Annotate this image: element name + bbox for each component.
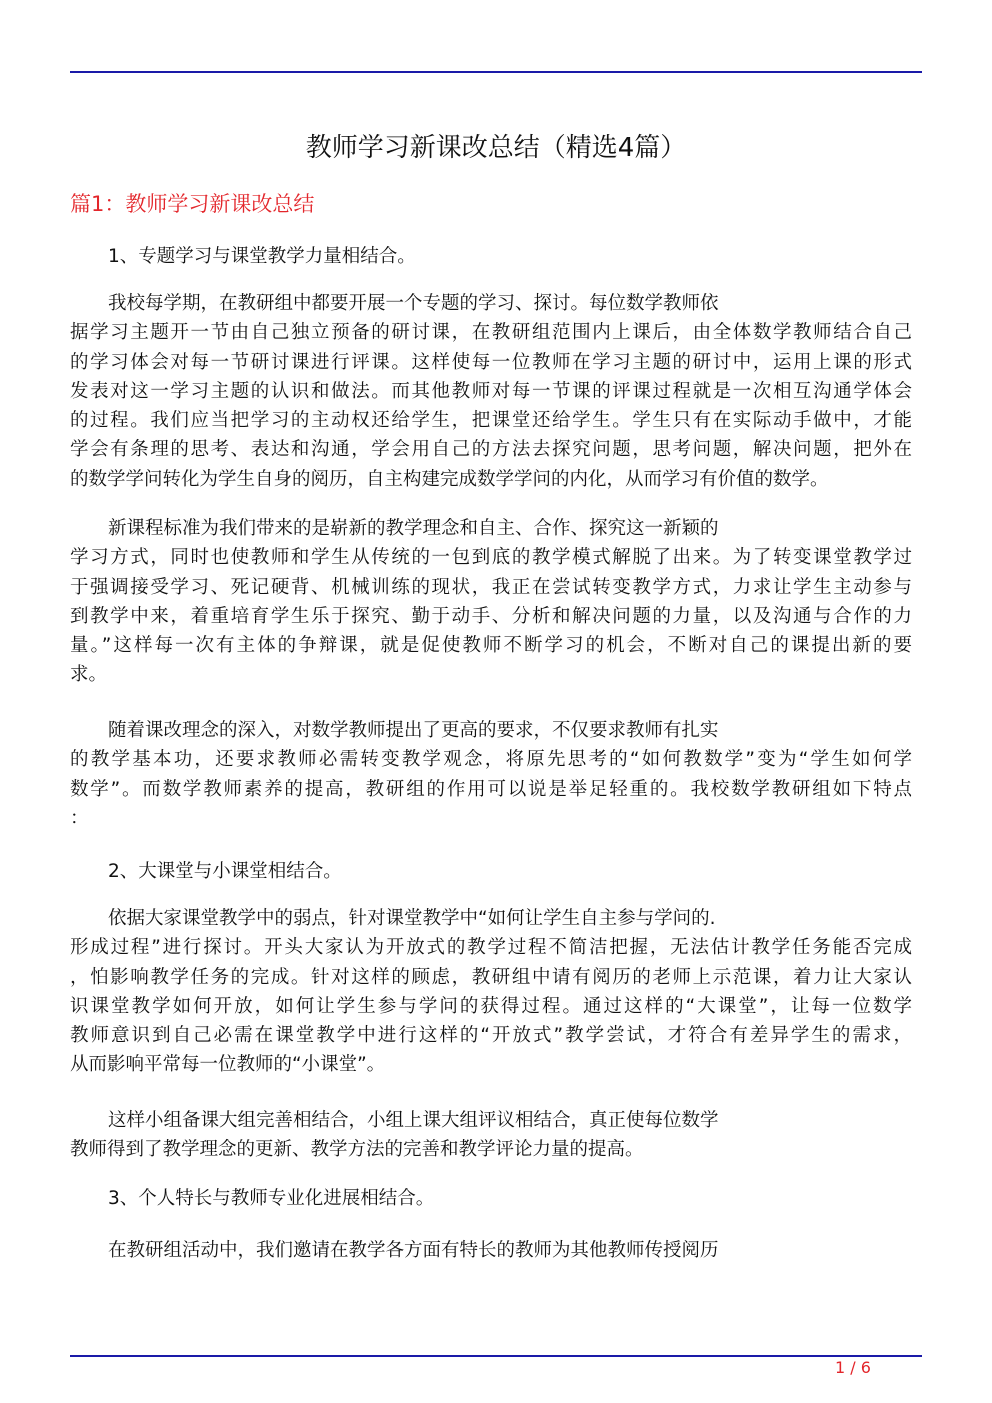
text-line: 我校每学期，在教研组中都要开展一个专题的学习、探讨。每位数学教师依 bbox=[108, 293, 719, 314]
text-line: 3、个人特长与教师专业化进展相结合。 bbox=[108, 1188, 435, 1209]
text-line: 教师得到了教学理念的更新、教学方法的完善和教学评论力量的提高。 bbox=[70, 1139, 644, 1161]
text-line: 发表对这一学习主题的认识和做法。而其他教师对每一节课的评课过程就是一次相互沟通学体会 bbox=[70, 380, 912, 402]
header-rule bbox=[70, 71, 922, 73]
paragraph bbox=[70, 514, 912, 690]
numbered-subheading bbox=[70, 1184, 912, 1213]
text-line: 依据大家课堂教学中的弱点，针对课堂教学中“如何让学生自主参与学问的. bbox=[108, 908, 716, 929]
text-line: 1、专题学习与课堂教学力量相结合。 bbox=[108, 246, 416, 267]
text-line: 在教研组活动中，我们邀请在教学各方面有特长的教师为其他教师传授阅历 bbox=[108, 1240, 719, 1261]
section-heading: 篇1：教师学习新课改总结 bbox=[70, 192, 315, 216]
paragraph bbox=[70, 289, 912, 494]
text-line: 求。 bbox=[70, 664, 108, 686]
numbered-subheading bbox=[70, 242, 912, 271]
paragraph bbox=[70, 716, 912, 833]
numbered-subheading bbox=[70, 857, 912, 886]
text-line: ，怕影响教学任务的完成。针对这样的顾虑，教研组中请有阅历的老师上示范课，着力让大家认 bbox=[70, 966, 912, 988]
paragraph bbox=[70, 1106, 912, 1165]
text-line: ： bbox=[70, 807, 89, 829]
page-number: 1 / 6 bbox=[835, 1358, 871, 1377]
text-line: 随着课改理念的深入，对数学教师提出了更高的要求，不仅要求教师有扎实 bbox=[108, 720, 719, 741]
text-line: 学会有条理的思考、表达和沟通，学会用自己的方法去探究问题，思考问题，解决问题，把外在 bbox=[70, 439, 912, 461]
text-line: 2、大课堂与小课堂相结合。 bbox=[108, 861, 342, 882]
text-line: 于强调接受学习、死记硬背、机械训练的现状，我正在尝试转变教学方式，力求让学生主动参与 bbox=[70, 576, 912, 598]
text-line: 学习方式，同时也使教师和学生从传统的一包到底的教学模式解脱了出来。为了转变课堂教学过 bbox=[70, 547, 912, 569]
text-line: 新课程标准为我们带来的是崭新的教学理念和自主、合作、探究这一新颖的 bbox=[108, 518, 719, 539]
paragraph bbox=[70, 904, 912, 1080]
text-line: 的数学学问转化为学生自身的阅历，自主构建完成数学学问的内化，从而学习有价值的数学。 bbox=[70, 468, 829, 490]
footer-rule bbox=[70, 1355, 922, 1357]
text-line: 的学习体会对每一节研讨课进行评课。这样使每一位教师在学习主题的研讨中，运用上课的形式 bbox=[70, 351, 912, 373]
text-line: 教师意识到自己必需在课堂教学中进行这样的“开放式”教学尝试，才符合有差异学生的需求， bbox=[70, 1025, 912, 1047]
text-line: 识课堂教学如何开放，如何让学生参与学问的获得过程。通过这样的“大课堂”，让每一位数学 bbox=[70, 995, 912, 1017]
text-line: 形成过程”进行探讨。开头大家认为开放式的教学过程不简洁把握，无法估计教学任务能否完成 bbox=[70, 937, 912, 959]
text-line: 这样小组备课大组完善相结合，小组上课大组评议相结合，真正使每位数学 bbox=[108, 1110, 719, 1131]
text-line: 数学”。而数学教师素养的提高，教研组的作用可以说是举足轻重的。我校数学教研组如下特点 bbox=[70, 778, 912, 800]
text-line: 量。”这样每一次有主体的争辩课，就是促使教师不断学习的机会，不断对自己的课提出新的要 bbox=[70, 635, 912, 657]
text-line: 到教学中来，着重培育学生乐于探究、勤于动手、分析和解决问题的力量，以及沟通与合作的力 bbox=[70, 605, 912, 627]
text-line: 的教学基本功，还要求教师必需转变教学观念，将原先思考的“如何教数学”变为“学生如何学 bbox=[70, 749, 912, 771]
text-line: 据学习主题开一节由自己独立预备的研讨课，在教研组范围内上课后，由全体数学教师结合自己 bbox=[70, 322, 912, 344]
text-line: 从而影响平常每一位教师的“小课堂”。 bbox=[70, 1054, 386, 1076]
paragraph bbox=[70, 1236, 912, 1265]
text-line: 的过程。我们应当把学习的主动权还给学生，把课堂还给学生。学生只有在实际动手做中，才能 bbox=[70, 410, 912, 432]
document-title: 教师学习新课改总结（精选4篇） bbox=[305, 133, 687, 163]
